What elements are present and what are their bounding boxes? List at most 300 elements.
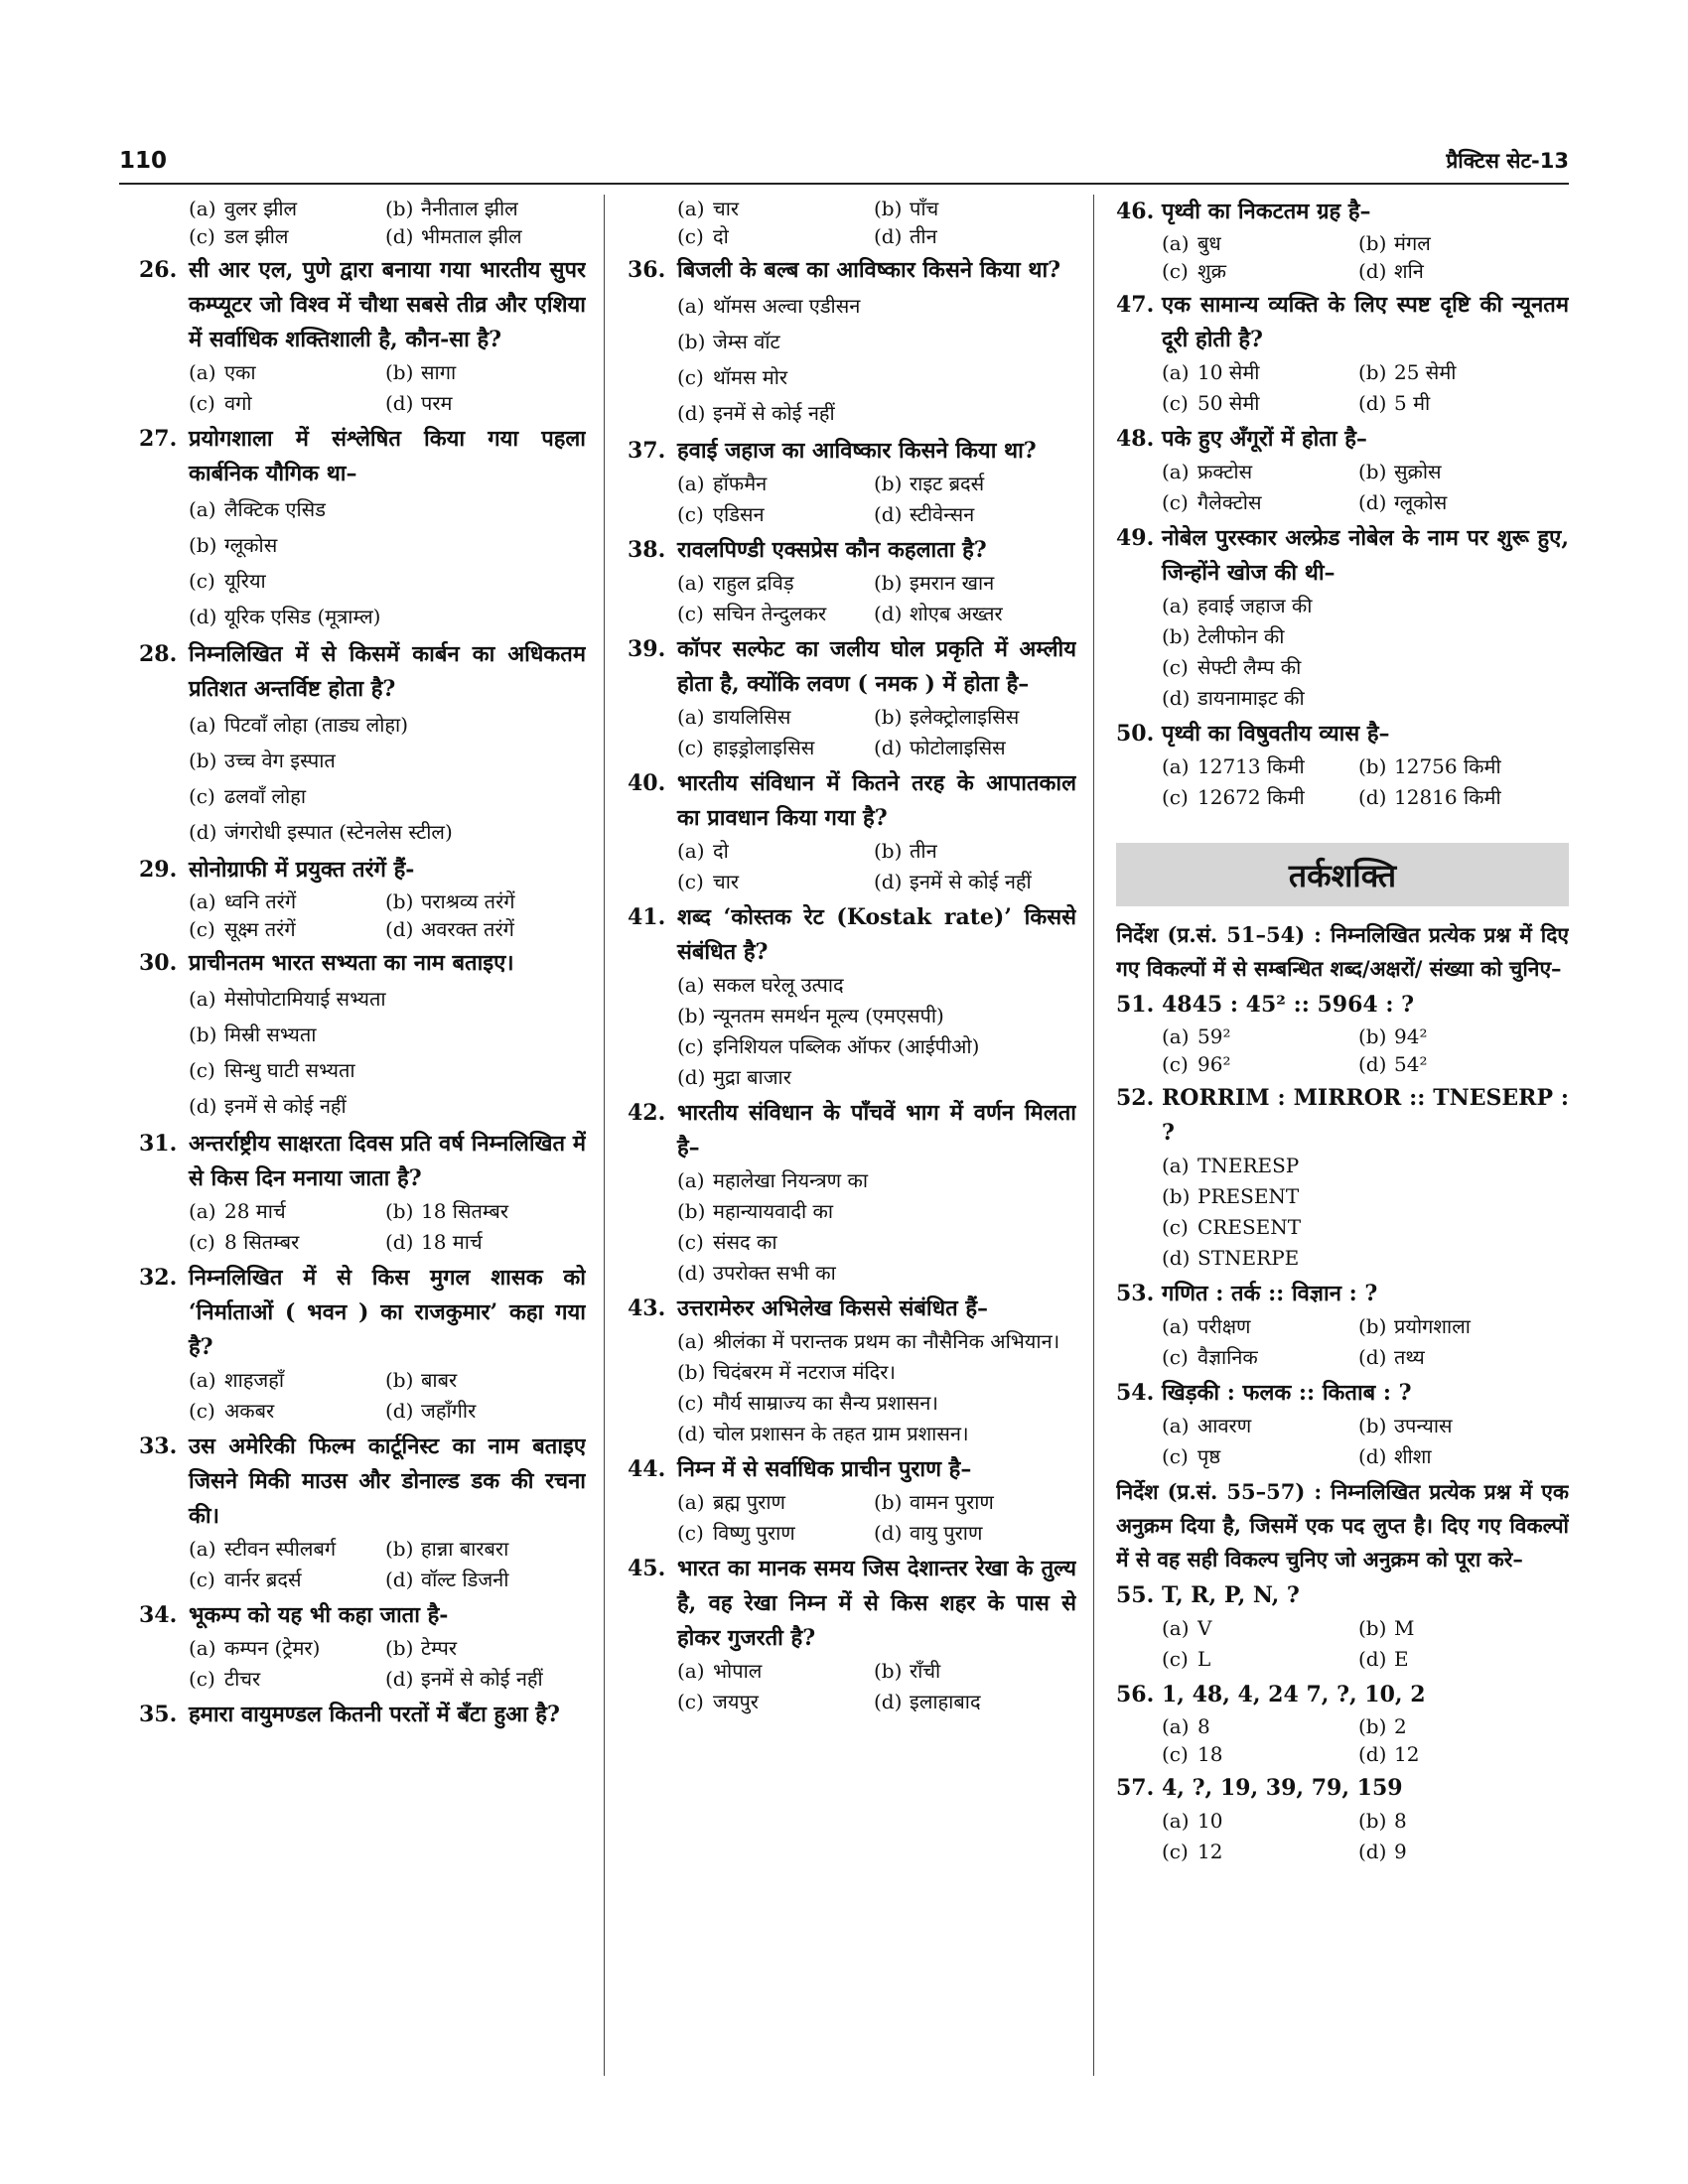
option-text: दो (713, 839, 729, 863)
option-a (189, 887, 385, 915)
option-text: बाबर (421, 1368, 458, 1392)
option-text: 8 (1394, 1809, 1407, 1833)
option-c (677, 1388, 1076, 1419)
question-49: 49. नोबेल पुरस्कार अल्फ्रेड नोबेल के नाम पर शुरू हुए, जिन्होंने खोज की थी– (1116, 525, 1569, 586)
option-letter: (b) (189, 533, 217, 557)
option-text: इलेक्ट्रोलाइसिस (910, 705, 1020, 729)
option-text: वुलर झील (224, 197, 298, 220)
question-options (628, 836, 1076, 897)
option-letter: (c) (189, 569, 215, 593)
option-letter: (a) (677, 472, 705, 495)
question-55: 55. T, R, P, N, ? (1116, 1582, 1300, 1608)
option-text: उपन्यास (1394, 1414, 1453, 1437)
option-text: महालेखा नियन्त्रण का (713, 1168, 868, 1192)
option-letter: (c) (677, 1391, 704, 1415)
option-b (874, 702, 1076, 733)
option-text: 9 (1394, 1840, 1407, 1863)
option-b (385, 195, 586, 222)
option-d (874, 1518, 1076, 1549)
option-b (1358, 1411, 1569, 1441)
option-text: वगो (224, 391, 252, 415)
question-options (1116, 1806, 1569, 1867)
question-options (628, 469, 1076, 530)
option-letter: (a) (1162, 460, 1190, 483)
option-b (385, 357, 586, 388)
option-text: भोपाल (713, 1659, 763, 1683)
option-text: मेसोपोटामियाई सभ्यता (224, 987, 386, 1011)
option-letter: (c) (677, 1034, 704, 1058)
option-letter: (a) (189, 497, 216, 521)
option-letter: (c) (189, 1230, 215, 1254)
option-text: फोटोलाइसिस (910, 736, 1006, 759)
option-text: शाहजहाँ (224, 1368, 285, 1392)
option-letter: (c) (677, 870, 704, 893)
option-letter: (d) (874, 870, 903, 893)
option-text: वैज्ञानिक (1197, 1345, 1258, 1369)
option-b (874, 469, 1076, 499)
option-b (385, 1196, 586, 1227)
option-letter: (c) (677, 602, 704, 625)
question-options (1116, 357, 1569, 419)
option-letter: (d) (1358, 1742, 1387, 1766)
option-d (874, 1687, 1076, 1717)
option-text: हॉफमैन (713, 472, 768, 495)
option-d (1358, 1644, 1569, 1675)
question-options (1116, 1411, 1569, 1472)
option-d (874, 867, 1076, 897)
option-c (1162, 257, 1358, 285)
option-b (189, 527, 586, 563)
option-text: हवाई जहाज की (1197, 594, 1313, 617)
option-text: सकल घरेलू उत्पाद (713, 973, 844, 997)
option-text: थॉमस मोर (713, 365, 788, 389)
option-text: यूरिक एसिड (मूत्राम्ल) (224, 605, 381, 628)
option-letter: (a) (189, 987, 216, 1011)
option-letter: (c) (1162, 785, 1189, 809)
option-text: लैक्टिक एसिड (224, 497, 326, 521)
option-a (677, 836, 874, 867)
option-b (874, 836, 1076, 867)
option-letter: (b) (385, 1537, 414, 1561)
option-b (1358, 457, 1569, 487)
option-text: L (1197, 1647, 1211, 1671)
column-divider (604, 195, 605, 2076)
question-options (1116, 229, 1569, 285)
option-text: जेम्स वॉट (713, 330, 780, 353)
option-a (189, 1196, 385, 1227)
option-text: 96² (1197, 1052, 1231, 1076)
option-c (189, 1565, 385, 1595)
question-options (139, 195, 586, 250)
option-text: 25 सेमी (1394, 360, 1457, 384)
option-a (189, 491, 586, 527)
question-53: 53. गणित : तर्क :: विज्ञान : ? (1116, 1281, 1378, 1306)
option-text: हान्ना बारबरा (421, 1537, 509, 1561)
option-a (1162, 751, 1358, 782)
option-letter: (d) (189, 1094, 217, 1118)
option-letter: (d) (677, 1261, 706, 1285)
question-46: 46. पृथ्वी का निकटतम ग्रह है– (1116, 199, 1371, 224)
option-b (1358, 1311, 1569, 1342)
option-text: 54² (1394, 1052, 1428, 1076)
option-d (874, 222, 1076, 250)
option-text: दो (713, 224, 729, 248)
question-44: 44. निम्न में से सर्वाधिक प्राचीन पुराण है– (628, 1456, 972, 1482)
question-options (1116, 751, 1569, 813)
option-c (189, 388, 385, 419)
option-letter: (b) (874, 472, 903, 495)
option-letter: (b) (1358, 231, 1387, 255)
option-text: चोल प्रशासन के तहत ग्राम प्रशासन। (713, 1422, 969, 1445)
option-letter: (b) (874, 197, 903, 220)
option-text: शुक्र (1197, 259, 1226, 283)
question-39: 39. कॉपर सल्फेट का जलीय घोल प्रकृति में अम्लीय होता है, क्योंकि लवण ( नमक ) में होता है– (628, 636, 1076, 697)
option-b (1358, 357, 1569, 388)
option-letter: (d) (874, 1521, 903, 1545)
question-54: 54. खिड़की : फलक :: किताब : ? (1116, 1380, 1412, 1406)
option-letter: (c) (1162, 1742, 1189, 1766)
option-letter: (a) (189, 360, 216, 384)
option-a (677, 702, 874, 733)
option-text: 5 मी (1394, 391, 1431, 415)
option-a (677, 568, 874, 599)
option-d (874, 499, 1076, 530)
option-letter: (b) (385, 197, 414, 220)
option-b (677, 1357, 1076, 1388)
question-options (139, 707, 586, 850)
option-text: राहुल द्रविड़ (713, 571, 794, 595)
option-text: वार्नर ब्रदर्स (224, 1568, 302, 1591)
option-letter: (b) (874, 1659, 903, 1683)
option-c (677, 867, 874, 897)
option-a (189, 195, 385, 222)
option-text: इनमें से कोई नहीं (421, 1667, 543, 1691)
option-letter: (c) (189, 1399, 215, 1423)
option-letter: (a) (1162, 1616, 1190, 1640)
question-options (139, 357, 586, 419)
option-d (189, 1088, 586, 1124)
option-b (385, 887, 586, 915)
option-text: राइट ब्रदर्स (910, 472, 985, 495)
option-b (677, 1196, 1076, 1227)
option-text: टीचर (224, 1667, 261, 1691)
option-letter: (a) (677, 1490, 705, 1514)
question-options (139, 491, 586, 634)
option-c (677, 1031, 1076, 1062)
option-letter: (a) (677, 1659, 705, 1683)
option-text: टेलीफोन की (1197, 624, 1285, 648)
option-a (189, 1365, 385, 1396)
option-text: ग्लूकोस (224, 533, 278, 557)
option-c (189, 1396, 385, 1427)
option-a (1162, 1806, 1358, 1837)
option-letter: (a) (1162, 1809, 1190, 1833)
option-text: पिटवाँ लोहा (ताड्य लोहा) (224, 713, 408, 737)
option-letter: (b) (1358, 754, 1387, 778)
option-letter: (b) (1162, 1184, 1191, 1208)
option-letter: (d) (385, 917, 414, 941)
option-c (677, 1227, 1076, 1258)
option-text: STNERPE (1197, 1246, 1300, 1270)
question-options (139, 981, 586, 1124)
option-a (677, 195, 874, 222)
option-text: शीशा (1394, 1444, 1432, 1468)
question-28: 28. निम्नलिखित में से किसमें कार्बन का अधिकतम प्रतिशत अन्तर्विष्ट होता है? (139, 641, 586, 702)
option-text: सिन्धु घाटी सभ्यता (224, 1058, 355, 1082)
option-c (189, 778, 586, 814)
option-d (1162, 683, 1569, 714)
option-letter: (d) (189, 820, 217, 844)
option-letter: (c) (189, 391, 215, 415)
option-letter: (a) (1162, 1024, 1190, 1048)
option-text: शोएब अख्तर (910, 602, 1003, 625)
option-c (1162, 1644, 1358, 1675)
option-letter: (c) (189, 224, 215, 248)
question-options (628, 288, 1076, 431)
option-text: M (1394, 1616, 1415, 1640)
option-d (677, 1062, 1076, 1093)
option-text: PRESENT (1197, 1184, 1300, 1208)
question-42: 42. भारतीय संविधान के पाँचवें भाग में वर्णन मिलता है– (628, 1100, 1076, 1160)
option-letter: (d) (1358, 1444, 1387, 1468)
option-b (1358, 1613, 1569, 1644)
option-text: सूक्ष्म तरंगें (224, 917, 296, 941)
option-letter: (a) (189, 713, 216, 737)
option-letter: (b) (677, 1199, 706, 1223)
option-letter: (b) (1358, 1616, 1387, 1640)
option-letter: (c) (677, 224, 704, 248)
option-b (189, 743, 586, 778)
option-text: सचिन तेन्दुलकर (713, 602, 827, 625)
question-34: 34. भूकम्प को यह भी कहा जाता है- (139, 1602, 449, 1628)
option-text: राँची (910, 1659, 941, 1683)
option-text: मुद्रा बाजार (713, 1065, 791, 1089)
option-letter: (b) (1358, 1714, 1387, 1738)
option-text: डायलिसिस (713, 705, 791, 729)
option-b (874, 1656, 1076, 1687)
option-letter: (b) (677, 330, 706, 353)
option-text: अकबर (224, 1399, 275, 1423)
option-letter: (b) (385, 889, 414, 913)
column-1 (139, 195, 586, 2076)
option-letter: (a) (677, 197, 705, 220)
option-text: चिदंबरम में नटराज मंदिर। (713, 1360, 896, 1384)
option-d (385, 915, 586, 943)
option-letter: (d) (1358, 1647, 1387, 1671)
option-text: 12713 किमी (1197, 754, 1305, 778)
option-text: मंगल (1394, 231, 1431, 255)
option-b (385, 1534, 586, 1565)
option-text: ब्रह्म पुराण (713, 1490, 785, 1514)
option-letter: (c) (677, 1690, 704, 1713)
option-text: TNERESP (1197, 1154, 1300, 1177)
option-text: ग्लूकोस (1394, 490, 1448, 514)
option-d (385, 1664, 586, 1695)
option-a (1162, 1311, 1358, 1342)
option-letter: (d) (677, 1065, 706, 1089)
option-text: जंगरोधी इस्पात (स्टेनलेस स्टील) (224, 820, 453, 844)
option-d (385, 1227, 586, 1258)
option-letter: (c) (189, 1667, 215, 1691)
question-36: 36. बिजली के बल्ब का आविष्कार किसने किया था? (628, 257, 1061, 283)
set-title: प्रैक्टिस सेट-13 (1446, 149, 1569, 173)
option-a (189, 357, 385, 388)
question-47: 47. एक सामान्य व्यक्ति के लिए स्पष्ट दृष्टि की न्यूनतम दूरी होती है? (1116, 292, 1569, 352)
option-letter: (b) (874, 1490, 903, 1514)
question-52: 52. RORRIM : MIRROR :: TNESERP : ? (1116, 1085, 1569, 1146)
question-56: 56. 1, 48, 4, 24 7, ?, 10, 2 (1116, 1682, 1426, 1707)
option-text: बुध (1197, 231, 1221, 255)
option-letter: (d) (1358, 785, 1387, 809)
option-c (1162, 1050, 1358, 1078)
question-options (1116, 1151, 1569, 1274)
option-letter: (c) (677, 365, 704, 389)
option-letter: (b) (677, 1360, 706, 1384)
option-c (189, 1227, 385, 1258)
option-text: 50 सेमी (1197, 391, 1260, 415)
option-c (1162, 782, 1358, 813)
option-letter: (a) (677, 1329, 705, 1353)
option-d (874, 733, 1076, 763)
option-c (1162, 388, 1358, 419)
option-letter: (d) (874, 224, 903, 248)
option-c (1162, 1441, 1358, 1472)
option-letter: (c) (189, 1058, 215, 1082)
option-letter: (a) (677, 1168, 705, 1192)
question-41: 41. शब्द ‘कोस्तक रेट (Kostak rate)’ किससे संबंधित है? (628, 904, 1076, 965)
option-text: 28 मार्च (224, 1199, 286, 1223)
option-d (1358, 257, 1569, 285)
option-b (1358, 751, 1569, 782)
option-letter: (d) (874, 1690, 903, 1713)
option-text: 94² (1394, 1024, 1428, 1048)
option-c (1162, 1212, 1569, 1243)
question-40: 40. भारतीय संविधान में कितने तरह के आपातकाल का प्रावधान किया गया है? (628, 770, 1076, 831)
option-letter: (b) (189, 1023, 217, 1046)
option-letter: (b) (1358, 360, 1387, 384)
option-text: हाइड्रोलाइसिस (713, 736, 815, 759)
question-options (1116, 1023, 1569, 1078)
option-b (874, 568, 1076, 599)
option-text: 10 सेमी (1197, 360, 1260, 384)
question-options (139, 1365, 586, 1427)
option-text: पृष्ठ (1197, 1444, 1221, 1468)
question-43: 43. उत्तरामेरुर अभिलेख किससे संबंधित हैं– (628, 1296, 989, 1321)
question-35: 35. हमारा वायुमण्डल कितनी परतों में बँटा हुआ है? (139, 1702, 560, 1727)
option-text: E (1394, 1647, 1409, 1671)
question-27: 27. प्रयोगशाला में संश्लेषित किया गया पहला कार्बनिक यौगिक था– (139, 426, 586, 486)
option-d (1358, 1342, 1569, 1373)
option-text: फ्रक्टोस (1197, 460, 1253, 483)
option-d (874, 599, 1076, 629)
option-letter: (d) (1358, 391, 1387, 415)
section-title: तर्कशक्ति (1116, 843, 1569, 906)
option-d (1358, 487, 1569, 518)
option-text: तीन (910, 224, 937, 248)
option-letter: (c) (1162, 1840, 1189, 1863)
option-letter: (d) (874, 736, 903, 759)
option-c (189, 563, 586, 599)
option-text: वामन पुराण (910, 1490, 994, 1514)
option-letter: (a) (1162, 1314, 1190, 1338)
option-a (677, 1487, 874, 1518)
option-letter: (a) (189, 197, 216, 220)
option-text: मौर्य साम्राज्य का सैन्य प्रशासन। (713, 1391, 938, 1415)
option-text: 18 (1197, 1742, 1223, 1766)
option-text: कम्पन (ट्रेमर) (224, 1636, 321, 1660)
option-text: सेफ्टी लैम्प की (1197, 655, 1302, 679)
question-45: 45. भारत का मानक समय जिस देशान्तर रेखा के तुल्य है, वह रेखा निम्न में से किस शहर के पास से होकर गुजरती है? (628, 1556, 1076, 1651)
option-text: स्टीवन स्पीलबर्ग (224, 1537, 337, 1561)
option-text: उच्च वेग इस्पात (224, 749, 336, 772)
option-letter: (b) (677, 1004, 706, 1027)
option-letter: (b) (385, 1636, 414, 1660)
option-a (1162, 1411, 1358, 1441)
option-b (874, 195, 1076, 222)
option-a (677, 469, 874, 499)
option-letter: (d) (1358, 1840, 1387, 1863)
question-options (628, 1487, 1076, 1549)
option-letter: (c) (677, 1521, 704, 1545)
option-a (189, 1633, 385, 1664)
option-letter: (b) (874, 571, 903, 595)
option-letter: (d) (1162, 686, 1191, 710)
option-b (189, 1017, 586, 1052)
option-a (189, 981, 586, 1017)
option-letter: (d) (385, 391, 414, 415)
option-d (1358, 1837, 1569, 1867)
option-letter: (a) (677, 973, 705, 997)
option-text: थॉमस अल्वा एडीसन (713, 294, 861, 318)
option-letter: (d) (1358, 490, 1387, 514)
option-c (189, 1052, 586, 1088)
option-text: चार (713, 870, 740, 893)
question-29: 29. सोनोग्राफी में प्रयुक्त तरंगें हैं- (139, 857, 415, 883)
option-letter: (c) (1162, 1345, 1189, 1369)
option-text: टेम्पर (421, 1636, 457, 1660)
option-a (1162, 357, 1358, 388)
option-a (677, 970, 1076, 1001)
option-text: इनमें से कोई नहीं (910, 870, 1032, 893)
option-letter: (d) (874, 602, 903, 625)
option-text: इलाहाबाद (910, 1690, 981, 1713)
option-c (677, 599, 874, 629)
option-text: सुक्रोस (1394, 460, 1442, 483)
option-c (677, 359, 1076, 395)
option-letter: (a) (189, 1199, 216, 1223)
option-letter: (a) (1162, 1714, 1190, 1738)
option-a (677, 1165, 1076, 1196)
option-letter: (a) (1162, 231, 1190, 255)
option-text: परीक्षण (1197, 1314, 1251, 1338)
option-letter: (b) (385, 360, 414, 384)
option-letter: (b) (1358, 1809, 1387, 1833)
option-letter: (b) (385, 1368, 414, 1392)
option-b (1358, 1712, 1569, 1740)
option-letter: (a) (677, 705, 705, 729)
option-letter: (a) (1162, 1414, 1190, 1437)
option-c (1162, 652, 1569, 683)
option-a (1162, 1712, 1358, 1740)
option-text: ढलवाँ लोहा (224, 784, 307, 808)
question-options (1116, 591, 1569, 714)
question-26: 26. सी आर एल, पुणे द्वारा बनाया गया भारतीय सुपर कम्प्यूटर जो विश्व में चौथा सबसे तीव्र और एशिया में सर्वाधिक शक्तिशाली है, कौन-सा है? (139, 257, 586, 352)
option-a (1162, 1023, 1358, 1050)
option-letter: (a) (189, 1636, 216, 1660)
option-letter: (b) (874, 839, 903, 863)
option-a (1162, 229, 1358, 257)
option-c (677, 1518, 874, 1549)
